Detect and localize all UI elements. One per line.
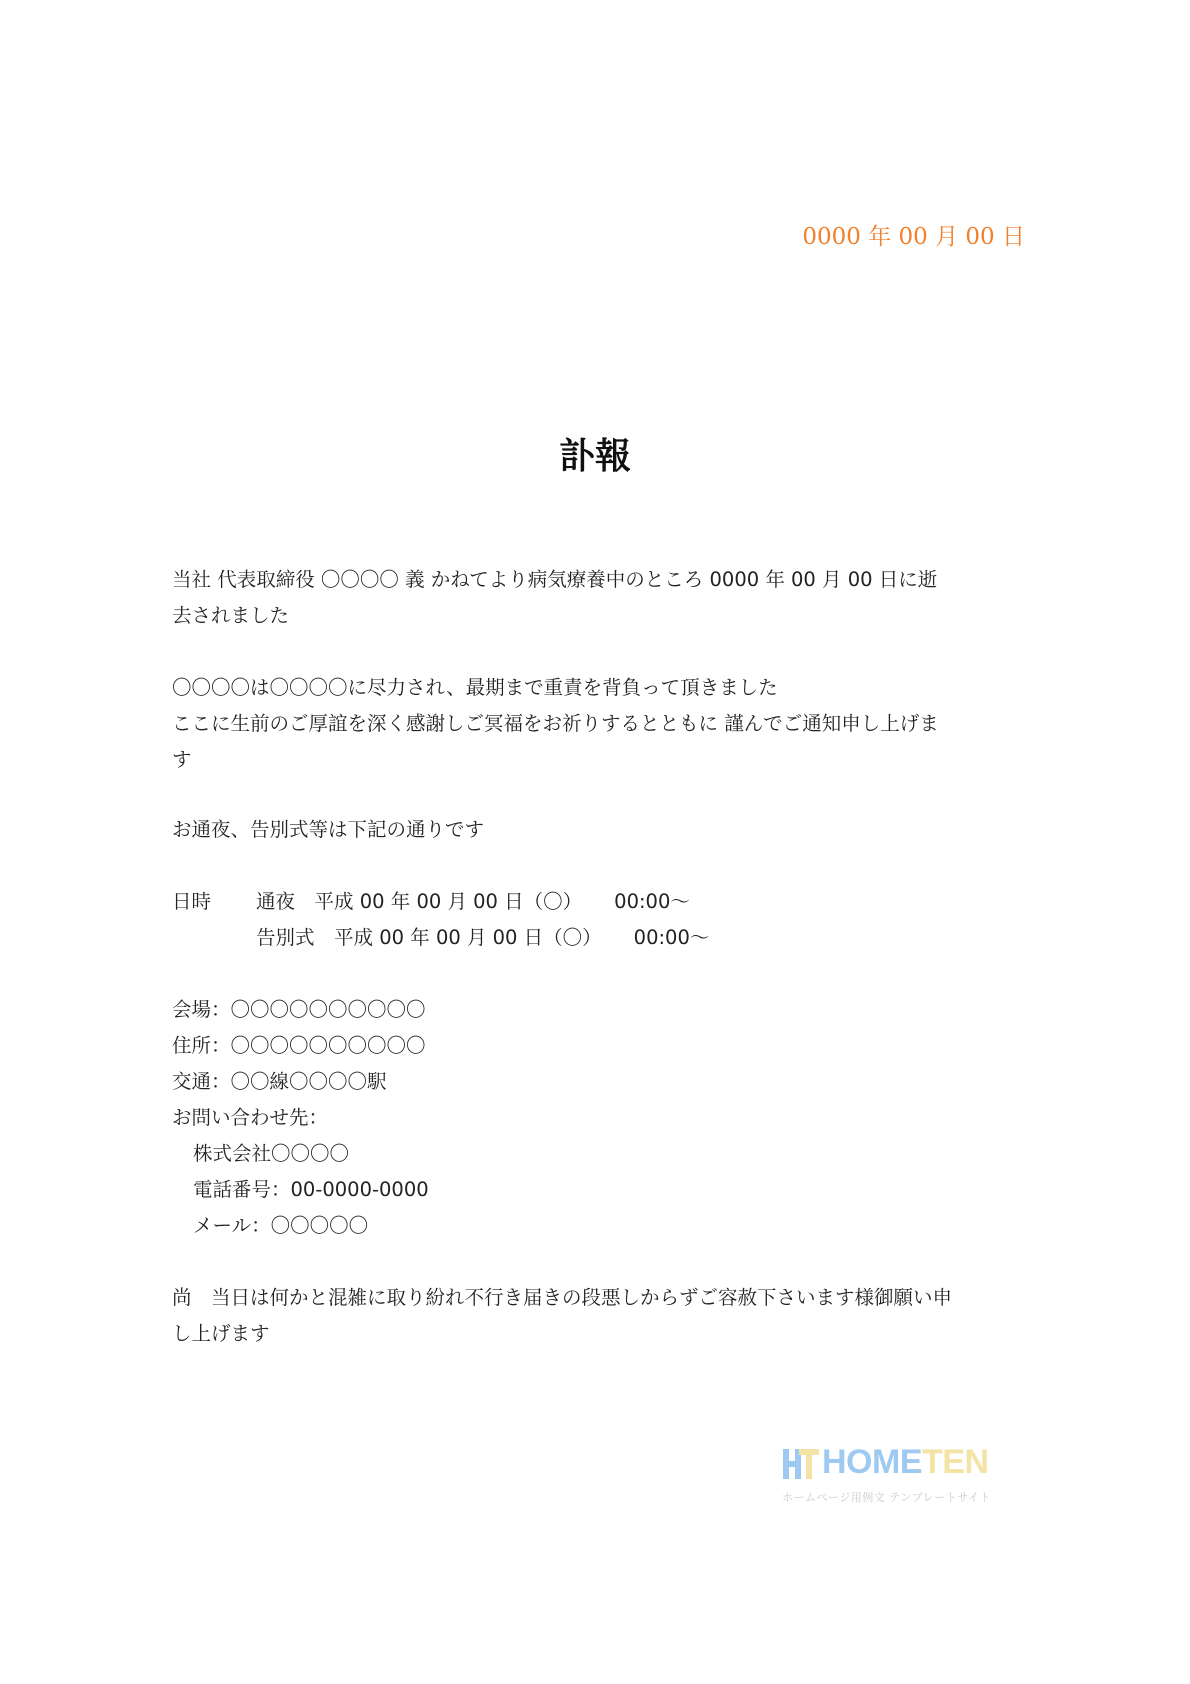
contact-email: メール：〇〇〇〇〇	[193, 1214, 369, 1237]
contact-label: お問い合わせ先：	[172, 1106, 329, 1129]
venue-section	[172, 992, 1022, 1244]
tribute-line: ここに生前のご厚誼を深く感謝しご冥福をお祈りするとともに 謹んでご通知申し上げま	[172, 712, 939, 735]
closing-paragraph	[172, 1280, 1022, 1352]
hometen-logo-icon	[782, 1445, 820, 1483]
logo-ten: TEN	[922, 1443, 989, 1481]
contact-phone: 電話番号：00-0000-0000	[193, 1178, 429, 1201]
venue-access: 交通：〇〇線〇〇〇〇駅	[172, 1070, 387, 1093]
venue-address: 住所：〇〇〇〇〇〇〇〇〇〇	[172, 1034, 426, 1057]
document-title: 訃報	[558, 435, 631, 477]
closing-line: し上げます	[172, 1322, 270, 1345]
wake-date: 平成 00 年 00 月 00 日（〇）	[314, 890, 583, 913]
venue-place: 会場：〇〇〇〇〇〇〇〇〇〇	[172, 998, 426, 1021]
funeral-date: 平成 00 年 00 月 00 日（〇）	[334, 926, 602, 949]
contact-company: 株式会社〇〇〇〇	[193, 1142, 350, 1165]
wake-time: 00:00〜	[614, 890, 690, 913]
intro-line: 去されました	[172, 604, 290, 627]
intro-line: 当社 代表取締役 〇〇〇〇 義 かねてより病気療養中のところ 0000 年 00 月 00 日に逝	[172, 568, 938, 591]
schedule-intro	[172, 812, 1022, 848]
logo-home: HOME	[822, 1443, 922, 1481]
hometen-logo-text	[822, 1443, 989, 1482]
hometen-logo	[782, 1445, 1010, 1505]
wake-name: 通夜	[256, 890, 296, 913]
schedule-label: 日時	[172, 890, 212, 913]
document-date: 0000 年 00 月 00 日	[802, 224, 1025, 250]
tribute-line: す	[172, 748, 192, 771]
schedule-intro-text: お通夜、告別式等は下記の通りです	[172, 818, 485, 841]
schedule-row-wake	[172, 884, 1022, 920]
logo-tagline: ホームページ用例文 テンプレートサイト	[782, 1491, 992, 1504]
tribute-paragraph	[172, 670, 1022, 778]
intro-paragraph	[172, 562, 1022, 634]
tribute-line: 〇〇〇〇は〇〇〇〇に尽力され、最期まで重責を背負って頂きました	[172, 676, 778, 699]
schedule-section	[172, 884, 1022, 956]
funeral-time: 00:00〜	[633, 926, 710, 949]
funeral-name: 告別式	[256, 926, 315, 949]
closing-line: 尚 当日は何かと混雑に取り紛れ不行き届きの段悪しからずご容赦下さいます様御願い申	[172, 1286, 953, 1309]
schedule-row-funeral	[172, 920, 1022, 956]
